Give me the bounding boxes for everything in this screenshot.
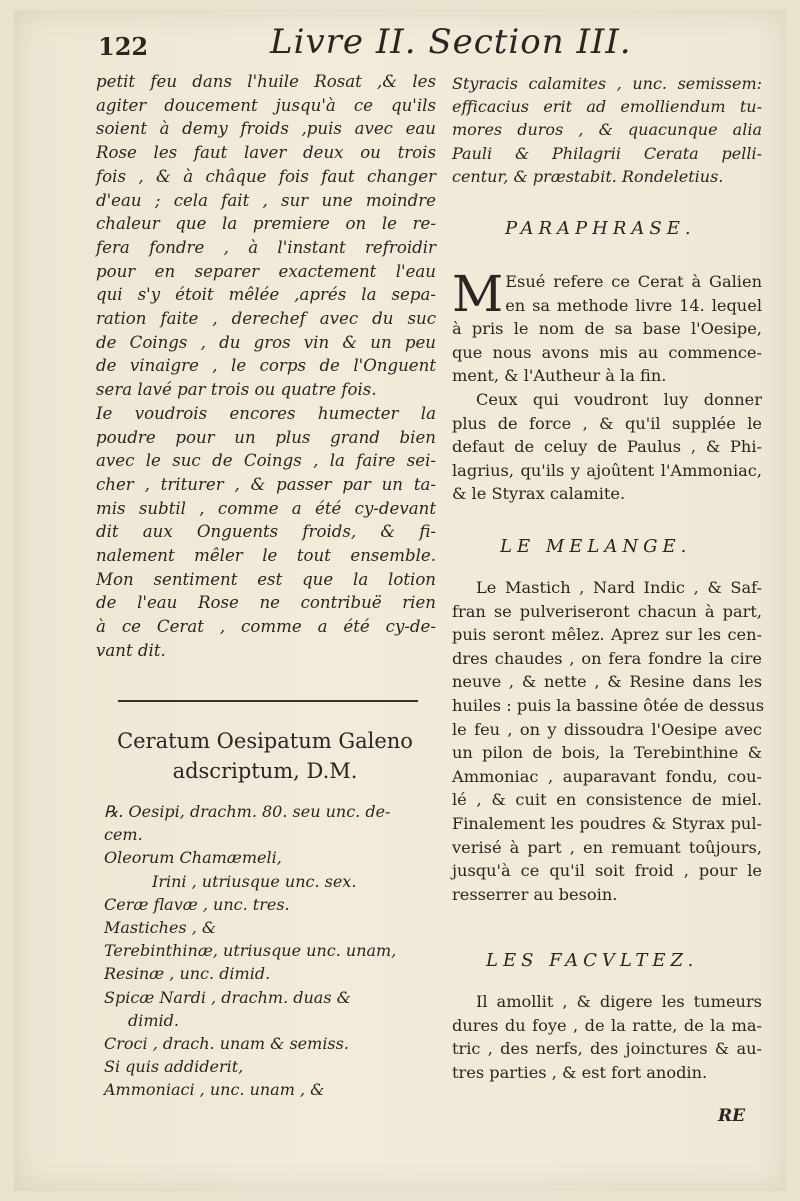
text-line: & le Styrax calamite.	[452, 484, 626, 504]
recipe-line: Croci , drach. unam & semiss.	[104, 1034, 349, 1054]
paraphrase-heading: PARAPHRASE.	[505, 218, 696, 239]
text-line: Pauli & Philagrii Cerata pelli-	[452, 143, 762, 163]
text-line: de vinaigre , le corps de l'Onguent	[96, 356, 436, 376]
text-line: dit aux Onguents froids, & fi-	[96, 522, 436, 542]
recipe-line: Si quis addiderit,	[104, 1057, 244, 1077]
text-line: ment, & l'Autheur à la fin.	[452, 366, 667, 386]
text-line: mis subtil , comme a été cy-devant	[96, 498, 436, 518]
text-line: Esué refere ce Cerat à Galien	[505, 272, 762, 291]
text-line: fois , & à châque fois faut changer	[96, 166, 436, 186]
text-line: tric , des nerfs, des joinctures & au-	[452, 1039, 762, 1059]
facultez-heading: LES FACVLTEZ.	[486, 950, 699, 971]
drop-cap: M	[452, 265, 504, 323]
text-line: sera lavé par trois ou quatre fois.	[96, 380, 377, 400]
recipe-line: ℞. Oesipi, drachm. 80. seu unc. de-	[104, 802, 391, 821]
text-line: ration faite , derechef avec du suc	[96, 309, 436, 329]
paraphrase-text	[452, 265, 762, 506]
text-line: de Coings , du gros vin & un peu	[96, 332, 436, 352]
recipe-line: Terebinthinæ, utriusque unc. unam,	[104, 941, 397, 961]
text-line: petit feu dans l'huile Rosat ,& les	[96, 72, 436, 91]
text-line: agiter doucement jusqu'à ce qu'ils	[96, 95, 436, 115]
text-line: nalement mêler le tout ensemble.	[96, 546, 436, 566]
text-line: soient à demy froids ,puis avec eau	[96, 119, 436, 139]
text-line: fran se pulveriseront chacun à part,	[452, 601, 762, 621]
text-line: dures du foye , de la ratte, de la ma-	[452, 1015, 762, 1035]
text-line: Ie voudrois encores humecter la	[96, 403, 436, 423]
text-line: en sa methode livre 14. lequel	[505, 295, 762, 315]
text-line: plus de force , & qu'il supplée le	[452, 413, 762, 433]
running-head: Livre II. Section III.	[270, 22, 632, 62]
text-line: neuve , & nette , & Resine dans les	[452, 672, 762, 692]
text-line: mores duros , & quacunque alia	[452, 120, 762, 140]
text-line: d'eau ; cela fait , sur une moindre	[96, 190, 436, 210]
ceratum-title-line: Ceratum Oesipatum Galeno	[117, 729, 413, 753]
recipe-line: Irini , utriusque unc. sex.	[152, 871, 357, 891]
melange-text	[452, 576, 765, 906]
text-line: centur, & præstabit. Rondeletius.	[452, 166, 724, 186]
text-line: pour en separer exactement l'eau	[96, 261, 436, 281]
recipe-line: cem.	[104, 825, 143, 845]
facultez-text	[452, 990, 762, 1084]
recipe-line: Spicæ Nardi , drachm. duas &	[104, 987, 351, 1007]
text-line: Rose les faut laver deux ou trois	[96, 143, 436, 163]
left-column-text	[96, 70, 436, 663]
melange-heading: LE MELANGE.	[500, 536, 692, 557]
text-line: fera fondre , à l'instant refroidir	[96, 237, 436, 257]
text-line: de l'eau Rose ne contribuë rien	[96, 593, 436, 613]
text-line: Finalement les poudres & Styrax pul-	[452, 813, 762, 833]
text-line: qui s'y étoit mêlée ,aprés la sepa-	[96, 285, 436, 305]
text-line: que nous avons mis au commence-	[452, 342, 762, 362]
text-line: poudre pour un plus grand bien	[96, 427, 436, 447]
recipe-list	[104, 800, 434, 1102]
recipe-line: Ceræ flavæ , unc. tres.	[104, 894, 290, 914]
recipe-line: Mastiches , &	[104, 918, 217, 938]
page-header	[0, 22, 800, 72]
text-line: vant dit.	[96, 640, 166, 660]
text-line: huiles : puis la bassine ôtée de dessus	[452, 695, 765, 715]
text-line: Ammoniac , auparavant fondu, cou-	[452, 766, 762, 786]
text-line: à pris le nom de sa base l'Oesipe,	[452, 319, 762, 339]
text-line: jusqu'à ce qu'il soit froid , pour le	[452, 861, 762, 881]
ceratum-title	[100, 726, 430, 786]
text-line: resserrer au besoin.	[452, 884, 618, 904]
text-line: un pilon de bois, la Terebinthine &	[452, 743, 762, 763]
text-line: verisé à part , en remuant toûjours,	[452, 837, 762, 857]
recipe-line: Ammoniaci , unc. unam , &	[104, 1080, 325, 1100]
section-divider	[118, 700, 418, 702]
text-line: Le Mastich , Nard Indic , & Saf-	[476, 578, 762, 597]
right-top-text	[452, 72, 762, 188]
page-number: 122	[98, 32, 149, 61]
text-line: à ce Cerat , comme a été cy-de-	[96, 617, 436, 637]
text-line: lagrius, qu'ils y ajoûtent l'Ammoniac,	[452, 460, 762, 480]
text-line: cher , triturer , & passer par un ta-	[96, 474, 436, 494]
text-line: puis seront mêlez. Aprez sur les cen-	[452, 625, 762, 645]
text-line: Mon sentiment est que la lotion	[96, 569, 436, 589]
ceratum-title-line: adscriptum, D.M.	[172, 759, 358, 783]
text-line: Il amollit , & digere les tumeurs	[476, 992, 762, 1011]
text-line: chaleur que la premiere on le re-	[96, 214, 436, 234]
text-line: lé , & cuit en consistence de miel.	[452, 790, 762, 810]
recipe-line: Resinæ , unc. dimid.	[104, 964, 271, 984]
catchword: RE	[718, 1106, 746, 1126]
text-line: efficacius erit ad emolliendum tu-	[452, 97, 762, 117]
text-line: le feu , on y dissoudra l'Oesipe avec	[452, 719, 762, 739]
recipe-line: Oleorum Chamæmeli,	[104, 848, 282, 868]
text-line: Styracis calamites , unc. semissem:	[452, 74, 762, 93]
text-line: avec le suc de Coings , la faire sei-	[96, 451, 436, 471]
text-line: tres parties , & est fort anodin.	[452, 1062, 708, 1082]
text-line: Ceux qui voudront luy donner	[476, 389, 762, 409]
recipe-line: dimid.	[128, 1010, 179, 1030]
text-line: defaut de celuy de Paulus , & Phi-	[452, 437, 762, 457]
text-line: dres chaudes , on fera fondre la cire	[452, 648, 762, 668]
